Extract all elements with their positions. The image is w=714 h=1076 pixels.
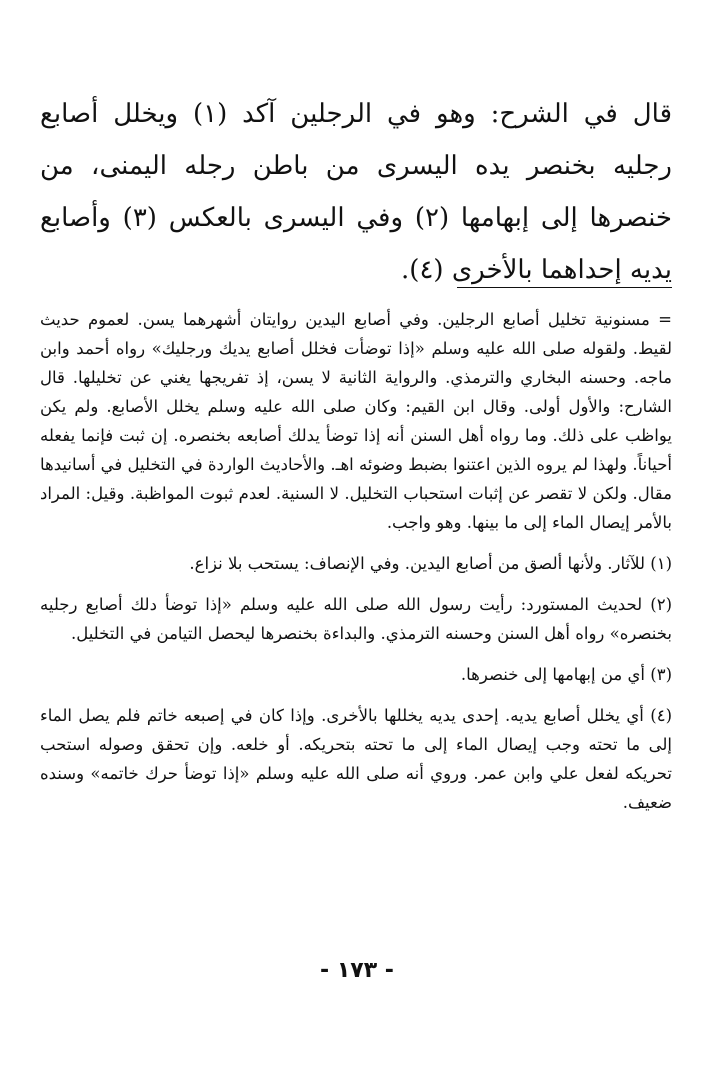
footnote-separator bbox=[457, 287, 672, 288]
footnote-1: (١) للآثار. ولأنها ألصق من أصابع اليدين. وفي الإنصاف: يستحب بلا نزاع. bbox=[189, 554, 672, 573]
main-paragraph: قال في الشرح: وهو في الرجلين آكد (١) ويخلل أصابع رجليه بخنصر يده اليسرى من باطن رجله اليمنى، من خنصرها إلى إبهامها (٢) وفي اليسرى بالعكس (٣) وأصابع يديه إحداهما بالأخرى (٤). bbox=[40, 99, 672, 285]
main-text-block bbox=[40, 88, 672, 296]
footnotes-block bbox=[40, 305, 672, 829]
footnote-2: (٢) لحديث المستورد: رأيت رسول الله صلى الله عليه وسلم «إذا توضأ دلك أصابع رجليه بخنصره» رواه أهل السنن وحسنه الترمذي. والبداءة بخنصرها ليحصل التيامن في التخليل. bbox=[40, 595, 672, 643]
footnote-continuation: = مسنونية تخليل أصابع الرجلين. وفي أصابع اليدين روايتان أشهرهما يسن. لعموم حديث لقيط. ولقوله صلى الله عليه وسلم «إذا توضأت فخلل أصابع يديك ورجليك» رواه أحمد وابن ماجه. وحسنه البخاري والترمذي. والرواية الثانية لا يسن، إذ تفريجها يغني عن تخليلها. قال الشارح: والأول أولى. وقال ابن القيم: وكان صلى الله عليه وسلم يخلل الأصابع. ولم يكن يواظب على ذلك. وما رواه أهل السنن أنه إذا توضأ يدلك أصابعه بخنصره. إن ثبت فإنما يفعله أحياناً. ولهذا لم يروه الذين اعتنوا بضبط وضوئه اهـ. والأحاديث الواردة في التخليل في أسانيدها مقال. ولكن لا تقصر عن إثبات استحباب التخليل. لا السنية. لعدم ثبوت المواظبة. وقيل: المراد بالأمر إيصال الماء إلى ما بينها. وهو واجب. bbox=[40, 310, 672, 532]
footnote-4: (٤) أي يخلل أصابع يديه. إحدى يديه يخللها بالأخرى. وإذا كان في إصبعه خاتم فلم يصل الماء إلى ما تحته وجب إيصال الماء إلى ما تحته بتحريكه. أو خلعه. وإن تحقق وصوله استحب تحريكه لفعل علي وابن عمر. وروي أنه صلى الله عليه وسلم «إذا توضأ حرك خاتمه» وسنده ضعيف. bbox=[40, 706, 672, 812]
footnote-3: (٣) أي من إبهامها إلى خنصرها. bbox=[460, 665, 672, 684]
page-number: - ١٧٣ - bbox=[320, 958, 394, 983]
